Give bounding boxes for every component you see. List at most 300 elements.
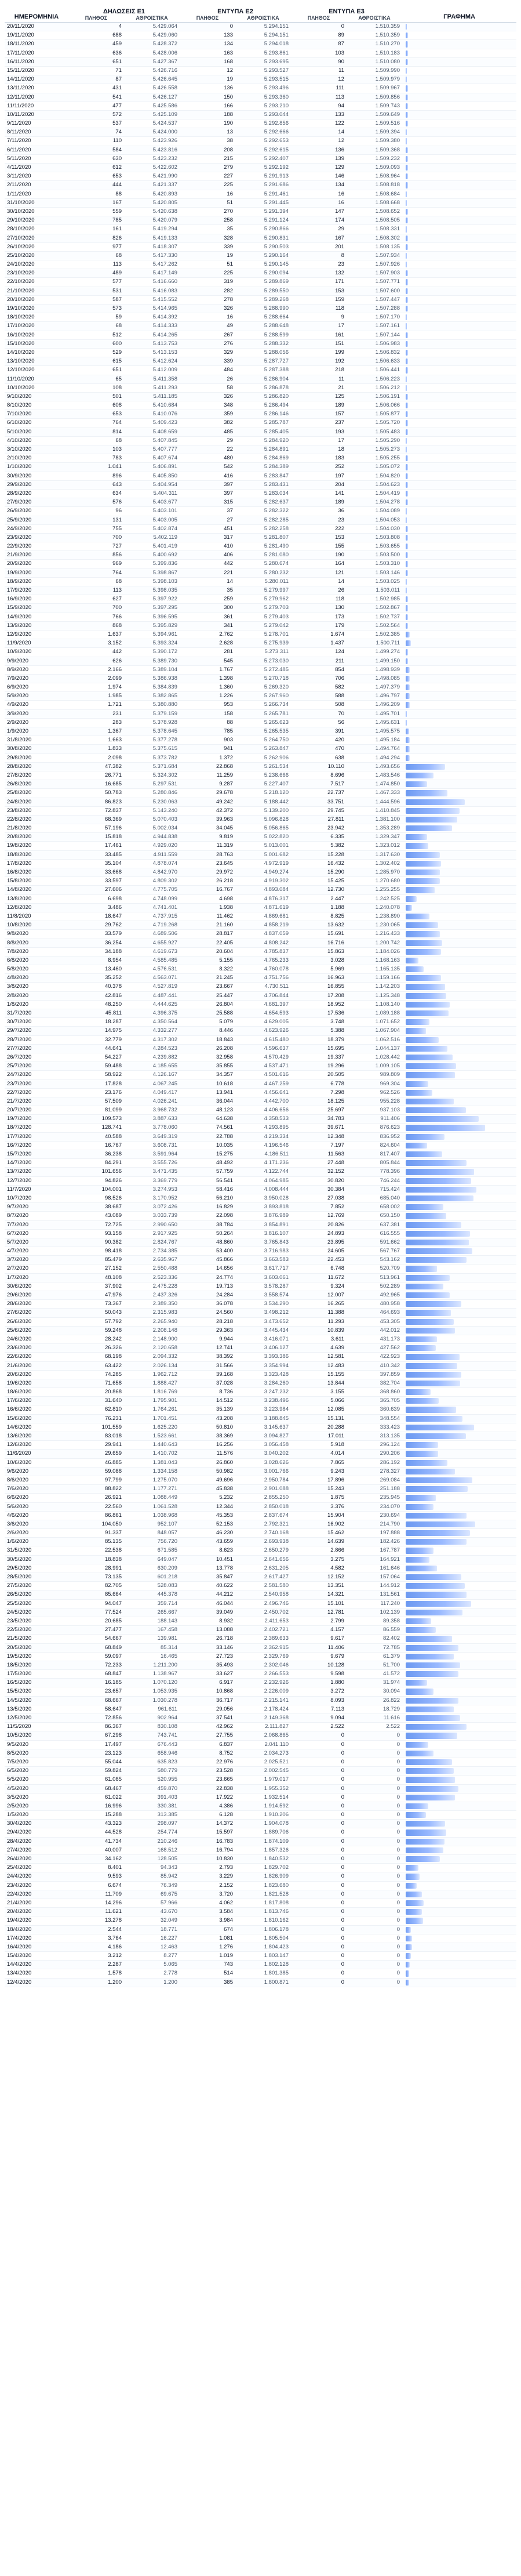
e1-total: 4.284.523 xyxy=(152,1045,177,1052)
e3-total: 0 xyxy=(396,1811,400,1818)
e2-total: 1.889.706 xyxy=(264,1829,289,1836)
table-row xyxy=(5,384,516,393)
row-chart xyxy=(402,1890,516,1899)
e3-total: 0 xyxy=(396,1776,400,1783)
e2-count: 21.245 xyxy=(216,974,233,981)
table-row xyxy=(5,1371,516,1379)
e1-total: 4.026.241 xyxy=(152,1097,177,1104)
row-date: 21/6/2020 xyxy=(7,1362,32,1369)
e3-total: 1.499.150 xyxy=(375,657,400,664)
e1-count: 442 xyxy=(112,648,122,655)
e3-count: 706 xyxy=(335,675,344,682)
e2-count: 150 xyxy=(224,93,233,100)
table-row xyxy=(5,463,516,472)
e3-total: 1.242.525 xyxy=(375,895,400,902)
e1-total: 2.824.767 xyxy=(152,1238,177,1245)
row-chart xyxy=(402,1943,516,1951)
row-date: 28/9/2020 xyxy=(7,490,32,497)
e1-total: 1.275.070 xyxy=(152,1476,177,1483)
e1-count: 38.687 xyxy=(104,1204,122,1211)
e3-count: 147 xyxy=(335,208,344,215)
e2-total: 1.817.808 xyxy=(264,1899,289,1906)
e2-total: 4.869.681 xyxy=(264,912,289,919)
progress-bar xyxy=(406,1372,461,1378)
row-chart xyxy=(402,1749,516,1758)
header-e1-title: ΔΗΛΩΣΕΙΣ Ε1 xyxy=(103,8,145,16)
e1-total: 4.775.705 xyxy=(152,886,177,893)
table-row xyxy=(5,1943,516,1952)
e1-count: 6.698 xyxy=(108,895,122,902)
e3-total: 1.444.596 xyxy=(375,798,400,805)
e3-total: 61.379 xyxy=(382,1653,400,1660)
table-row xyxy=(5,912,516,921)
e1-count: 35.104 xyxy=(104,860,122,867)
e2-total: 5.263.847 xyxy=(264,745,289,752)
e2-total: 1.857.326 xyxy=(264,1846,289,1853)
e2-total: 4.808.242 xyxy=(264,939,289,946)
e1-count: 85.479 xyxy=(104,1256,122,1263)
row-chart xyxy=(402,1855,516,1863)
e3-total: 348.554 xyxy=(380,1415,400,1422)
e3-count: 9 xyxy=(341,314,344,321)
e3-count: 12.152 xyxy=(327,1574,344,1580)
e2-total: 5.275.939 xyxy=(264,640,289,647)
progress-bar xyxy=(406,297,408,303)
e2-total: 5.281.807 xyxy=(264,534,289,541)
e3-total: 410.342 xyxy=(380,1362,400,1369)
row-date: 25/4/2020 xyxy=(7,1864,32,1871)
row-chart xyxy=(402,895,516,903)
e1-total: 2.734.385 xyxy=(152,1248,177,1255)
progress-bar xyxy=(406,1240,469,1245)
e3-total: 1.509.394 xyxy=(375,129,400,136)
table-row xyxy=(5,525,516,534)
e1-count: 3.764 xyxy=(108,1934,122,1941)
progress-bar xyxy=(406,861,441,867)
progress-bar xyxy=(406,1099,454,1104)
e1-total: 1.211.200 xyxy=(153,1661,177,1668)
row-chart xyxy=(402,481,516,489)
e2-count: 34.357 xyxy=(216,1071,233,1078)
e1-count: 86.823 xyxy=(104,798,122,805)
row-chart xyxy=(402,1846,516,1854)
e2-total: 5.096.828 xyxy=(264,816,289,823)
e1-count: 72.725 xyxy=(104,1221,122,1228)
e1-total: 1.061.528 xyxy=(152,1503,177,1510)
e3-total: 1.509.856 xyxy=(375,93,400,100)
row-chart xyxy=(402,1150,516,1158)
e2-total: 5.292.653 xyxy=(264,137,289,144)
e3-total: 1.483.546 xyxy=(375,771,400,778)
e3-total: 1.505.720 xyxy=(375,419,400,426)
e2-count: 36.044 xyxy=(216,1097,233,1104)
e3-count: 90 xyxy=(338,58,344,65)
e1-count: 68 xyxy=(115,252,122,259)
e1-total: 2.315.983 xyxy=(152,1309,177,1316)
e3-count: 2.799 xyxy=(330,1617,344,1624)
e1-total: 5.426.558 xyxy=(152,85,177,92)
e3-total: 0 xyxy=(396,1732,400,1739)
row-date: 18/10/2020 xyxy=(7,314,35,321)
progress-bar xyxy=(406,905,412,911)
progress-bar xyxy=(406,1812,426,1818)
row-chart xyxy=(402,1053,516,1061)
e3-count: 0 xyxy=(341,1758,344,1765)
e1-count: 18.647 xyxy=(104,912,122,919)
e3-count: 134 xyxy=(335,182,344,189)
row-date: 13/4/2020 xyxy=(7,1970,32,1977)
e3-count: 125 xyxy=(335,393,344,400)
row-date: 22/4/2020 xyxy=(7,1890,32,1897)
row-chart xyxy=(402,296,516,304)
progress-bar xyxy=(406,182,408,188)
row-chart xyxy=(402,155,516,163)
e3-total: 82.402 xyxy=(382,1635,400,1642)
row-chart xyxy=(402,146,516,154)
e3-total: 1.494.294 xyxy=(375,754,400,761)
e2-total: 4.837.059 xyxy=(264,930,289,937)
e3-total: 1.508.331 xyxy=(375,226,400,233)
e1-count: 131 xyxy=(112,516,122,523)
e1-count: 600 xyxy=(112,340,122,347)
e3-count: 15.691 xyxy=(327,930,344,937)
e1-count: 11.709 xyxy=(105,1890,122,1897)
e3-count: 16.432 xyxy=(327,860,344,867)
row-chart xyxy=(402,1168,516,1176)
table-row xyxy=(5,31,516,40)
e2-total: 2.226.009 xyxy=(264,1688,289,1695)
progress-bar xyxy=(406,1451,438,1457)
progress-bar xyxy=(406,746,410,752)
e1-count: 68 xyxy=(115,578,122,585)
row-date: 26/4/2020 xyxy=(7,1856,32,1862)
e1-total: 5.414.333 xyxy=(152,323,177,329)
e3-count: 7.197 xyxy=(330,1142,344,1148)
row-chart xyxy=(402,1353,516,1361)
e3-total: 0 xyxy=(396,1802,400,1809)
e2-total: 4.893.084 xyxy=(264,886,289,893)
e3-total: 117.240 xyxy=(380,1600,400,1607)
table-row xyxy=(5,296,516,305)
table-row xyxy=(5,1538,516,1546)
e2-total: 5.284.891 xyxy=(264,446,289,452)
e2-total: 5.265.535 xyxy=(264,728,289,734)
e1-total: 3.887.633 xyxy=(152,1115,177,1122)
progress-bar xyxy=(406,1389,431,1395)
e3-count: 0 xyxy=(341,1979,344,1986)
e2-count: 29.972 xyxy=(216,869,233,875)
progress-bar xyxy=(406,1469,455,1474)
e1-total: 5.409.423 xyxy=(152,419,177,426)
progress-bar xyxy=(406,878,440,884)
e3-count: 11.672 xyxy=(327,1274,344,1281)
progress-bar xyxy=(406,684,410,690)
row-date: 25/8/2020 xyxy=(7,789,32,796)
row-chart xyxy=(402,1291,516,1299)
e1-total: 5.408.659 xyxy=(152,428,177,435)
table-row xyxy=(5,366,516,375)
progress-bar xyxy=(406,1751,433,1756)
row-date: 26/9/2020 xyxy=(7,508,32,515)
e3-total: 1.495.184 xyxy=(375,737,400,744)
e2-total: 2.837.674 xyxy=(264,1512,289,1519)
row-chart xyxy=(402,860,516,868)
e2-total: 5.286.494 xyxy=(264,402,289,409)
e2-count: 339 xyxy=(224,358,233,365)
e1-total: 5.389.730 xyxy=(152,657,177,664)
table-row xyxy=(5,886,516,894)
e1-total: 902.964 xyxy=(157,1715,177,1721)
table-row xyxy=(5,1705,516,1714)
e1-count: 61.022 xyxy=(104,1794,122,1800)
row-date: 29/8/2020 xyxy=(7,754,32,761)
e2-count: 1.360 xyxy=(219,684,233,691)
row-chart xyxy=(402,507,516,515)
table-row xyxy=(5,357,516,366)
row-chart xyxy=(402,1379,516,1387)
e1-count: 73.135 xyxy=(104,1574,122,1580)
e3-total: 1.323.012 xyxy=(375,842,400,849)
e3-total: 0 xyxy=(396,1856,400,1862)
e1-total: 94.343 xyxy=(160,1864,177,1871)
e3-total: 0 xyxy=(396,1943,400,1950)
row-chart xyxy=(402,1230,516,1238)
e2-total: 4.456.641 xyxy=(264,1089,289,1096)
row-chart xyxy=(402,1388,516,1396)
row-chart xyxy=(402,798,516,806)
e3-total: 0 xyxy=(396,1829,400,1836)
progress-bar xyxy=(406,121,408,126)
e2-count: 2.152 xyxy=(219,1882,233,1889)
e3-count: 0 xyxy=(341,1952,344,1959)
row-date: 26/8/2020 xyxy=(7,781,32,788)
row-date: 31/7/2020 xyxy=(7,1010,32,1016)
e3-total: 1.504.820 xyxy=(375,472,400,479)
e1-count: 85.135 xyxy=(104,1538,122,1545)
e3-total: 1.495.575 xyxy=(375,728,400,734)
e2-total: 5.284.869 xyxy=(264,455,289,462)
header-date: ΗΜΕΡΟΜΗΝΙΑ xyxy=(14,13,59,21)
progress-bar xyxy=(406,808,460,814)
progress-bar xyxy=(406,358,408,364)
row-date: 31/10/2020 xyxy=(7,199,35,206)
row-chart xyxy=(402,957,516,965)
e2-total: 1.904.078 xyxy=(264,1820,289,1827)
e1-count: 489 xyxy=(112,270,122,277)
e2-count: 48.860 xyxy=(216,1238,233,1245)
row-chart xyxy=(402,569,516,577)
e3-count: 222 xyxy=(335,525,344,532)
e3-total: 1.507.600 xyxy=(375,287,400,294)
row-date: 4/7/2020 xyxy=(7,1248,28,1255)
e2-total: 2.693.938 xyxy=(264,1538,289,1545)
table-row xyxy=(5,340,516,349)
e1-count: 1.985 xyxy=(108,693,122,700)
e3-total: 1.505.255 xyxy=(375,455,400,462)
progress-bar xyxy=(406,825,452,831)
row-chart xyxy=(402,1872,516,1881)
e2-total: 5.289.869 xyxy=(264,278,289,285)
e3-total: 1.503.011 xyxy=(376,587,400,593)
progress-bar xyxy=(406,314,407,320)
progress-bar xyxy=(406,1248,472,1254)
e2-total: 2.850.018 xyxy=(264,1503,289,1510)
table-row xyxy=(5,155,516,164)
e3-total: 0 xyxy=(396,1882,400,1889)
progress-bar xyxy=(406,1416,462,1422)
e1-total: 2.990.650 xyxy=(152,1221,177,1228)
table-row xyxy=(5,1027,516,1035)
e2-count: 8.752 xyxy=(219,1749,233,1756)
row-chart xyxy=(402,1036,516,1044)
e3-count: 0 xyxy=(341,1864,344,1871)
e3-count: 3.155 xyxy=(330,1389,344,1396)
e2-total: 5.288.648 xyxy=(264,323,289,329)
progress-bar xyxy=(406,561,408,567)
e2-count: 37.028 xyxy=(216,1379,233,1386)
e1-count: 531 xyxy=(112,287,122,294)
e2-total: 2.266.553 xyxy=(264,1671,289,1678)
table-row xyxy=(5,1405,516,1414)
e1-total: 5.410.076 xyxy=(152,411,177,418)
row-chart xyxy=(402,1564,516,1573)
e1-count: 91.337 xyxy=(104,1530,122,1537)
e2-count: 4.386 xyxy=(219,1802,233,1809)
row-chart xyxy=(402,128,516,136)
row-chart xyxy=(402,1423,516,1432)
e2-total: 2.389.633 xyxy=(264,1635,289,1642)
e1-total: 4.396.375 xyxy=(152,1010,177,1016)
progress-bar xyxy=(406,1680,427,1686)
e1-count: 15.818 xyxy=(104,834,122,840)
e3-count: 122 xyxy=(335,120,344,127)
e1-total: 4.842.970 xyxy=(152,869,177,875)
e1-total: 32.049 xyxy=(160,1917,177,1924)
e1-total: 459.870 xyxy=(157,1785,177,1792)
e3-total: 1.504.089 xyxy=(375,508,400,515)
progress-bar xyxy=(406,173,408,179)
row-chart xyxy=(402,525,516,533)
e1-count: 104.050 xyxy=(101,1520,122,1527)
e1-total: 5.416.660 xyxy=(152,278,177,285)
e1-total: 5.426.716 xyxy=(152,67,177,74)
e1-count: 6.674 xyxy=(108,1882,122,1889)
e2-count: 133 xyxy=(224,32,233,39)
e1-total: 57.966 xyxy=(160,1899,177,1906)
e2-total: 5.273.311 xyxy=(264,648,289,655)
e1-total: 2.475.228 xyxy=(152,1282,177,1289)
progress-bar xyxy=(406,68,407,74)
row-date: 8/9/2020 xyxy=(7,666,28,673)
header-e3-group xyxy=(291,9,402,22)
e2-total: 2.950.784 xyxy=(264,1476,289,1483)
e3-count: 18.125 xyxy=(327,1097,344,1104)
e2-count: 38.392 xyxy=(216,1353,233,1360)
e1-count: 72.837 xyxy=(104,807,122,814)
e2-total: 5.287.727 xyxy=(264,358,289,365)
e2-count: 11.576 xyxy=(216,1450,233,1457)
table-row xyxy=(5,1265,516,1273)
e2-total: 5.279.997 xyxy=(264,587,289,593)
progress-bar xyxy=(406,1574,461,1580)
e3-count: 16 xyxy=(338,199,344,206)
table-row xyxy=(5,1600,516,1608)
progress-bar xyxy=(406,834,427,840)
header-e3-title: ΕΝΤΥΠΑ Ε3 xyxy=(329,8,365,16)
table-row xyxy=(5,278,516,287)
progress-bar xyxy=(406,85,408,91)
e3-total: 1.496.209 xyxy=(375,701,400,708)
progress-bar xyxy=(406,1742,428,1748)
e2-count: 329 xyxy=(224,349,233,356)
e1-total: 5.422.602 xyxy=(152,164,177,171)
e1-count: 23.176 xyxy=(104,1089,122,1096)
e2-total: 5.262.906 xyxy=(264,754,289,761)
e1-total: 520.955 xyxy=(157,1776,177,1783)
table-row xyxy=(5,146,516,155)
e3-count: 11.293 xyxy=(327,1318,344,1325)
e2-count: 11.462 xyxy=(216,912,233,919)
progress-bar xyxy=(406,1046,447,1052)
row-chart xyxy=(402,287,516,295)
e3-total: 1.497.379 xyxy=(375,684,400,691)
e1-total: 5.395.829 xyxy=(152,622,177,629)
table-row xyxy=(5,252,516,260)
row-chart xyxy=(402,1203,516,1211)
progress-bar xyxy=(406,1900,424,1906)
e2-count: 3.584 xyxy=(219,1908,233,1915)
row-chart xyxy=(402,445,516,454)
row-date: 2/7/2020 xyxy=(7,1265,28,1272)
e3-total: 89.358 xyxy=(382,1617,400,1624)
row-chart xyxy=(402,1608,516,1617)
progress-bar xyxy=(406,1116,479,1122)
progress-bar xyxy=(406,1962,410,1968)
row-chart xyxy=(402,657,516,665)
e2-count: 941 xyxy=(224,745,233,752)
e2-count: 34.045 xyxy=(216,825,233,832)
row-date: 1/9/2020 xyxy=(7,728,28,734)
progress-bar xyxy=(406,236,408,241)
e3-total: 382.704 xyxy=(380,1379,400,1386)
e3-total: 1.285.970 xyxy=(375,869,400,875)
e2-count: 24.284 xyxy=(216,1292,233,1298)
e1-count: 18.287 xyxy=(104,1019,122,1026)
table-row xyxy=(5,1529,516,1538)
e3-total: 0 xyxy=(396,1890,400,1897)
row-chart xyxy=(402,816,516,824)
progress-bar xyxy=(406,438,407,444)
table-row xyxy=(5,516,516,525)
e1-total: 3.274.953 xyxy=(152,1186,177,1193)
e3-count: 26 xyxy=(338,587,344,593)
e3-count: 2.522 xyxy=(330,1723,344,1730)
e1-count: 26.326 xyxy=(104,1345,122,1352)
row-chart xyxy=(402,780,516,788)
e1-total: 1.888.427 xyxy=(152,1379,177,1386)
row-chart xyxy=(402,1432,516,1440)
e2-total: 5.267.960 xyxy=(264,693,289,700)
e1-count: 46.885 xyxy=(104,1459,122,1466)
e3-total: 1.508.302 xyxy=(375,234,400,241)
progress-bar xyxy=(406,332,408,338)
progress-bar xyxy=(406,403,408,408)
row-chart xyxy=(402,1441,516,1449)
e1-count: 48.108 xyxy=(104,1274,122,1281)
table-row xyxy=(5,1353,516,1361)
e2-count: 315 xyxy=(224,499,233,506)
progress-bar xyxy=(406,887,435,893)
